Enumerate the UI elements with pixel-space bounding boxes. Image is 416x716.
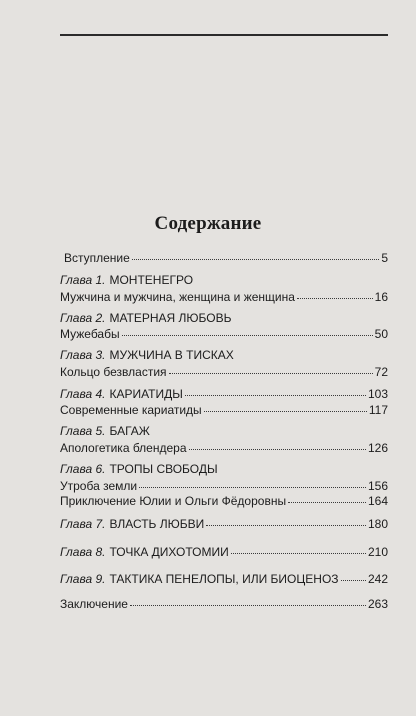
toc-entry[interactable] xyxy=(60,364,388,379)
leader-dots xyxy=(169,362,373,374)
toc-entry[interactable] xyxy=(60,326,388,341)
entry-title: ТОЧКА ДИХОТОМИИ xyxy=(109,545,229,559)
chapter-number: Глава 2. xyxy=(60,311,106,325)
page-number: 50 xyxy=(374,327,388,341)
page-number: 5 xyxy=(381,251,388,265)
chapter-number: Глава 3. xyxy=(60,348,106,362)
leader-dots xyxy=(297,287,373,299)
leader-dots xyxy=(132,248,380,260)
toc-entry[interactable] xyxy=(60,250,388,265)
chapter-number: Глава 4. xyxy=(60,387,106,401)
chapter-number: Глава 1. xyxy=(60,273,106,287)
toc-entry[interactable] xyxy=(60,462,388,477)
entry-title: МУЖЧИНА В ТИСКАХ xyxy=(109,348,234,362)
toc-entry[interactable] xyxy=(60,273,388,288)
leader-dots xyxy=(130,594,366,606)
toc-entry[interactable] xyxy=(60,440,388,455)
chapter-number: Глава 5. xyxy=(60,424,106,438)
toc-entry[interactable] xyxy=(60,348,388,363)
chapter-number: Глава 6. xyxy=(60,462,106,476)
toc-entry[interactable] xyxy=(60,289,388,304)
entry-title: БАГАЖ xyxy=(109,424,150,438)
toc-entry[interactable] xyxy=(60,596,388,611)
entry-title: Вступление xyxy=(64,251,130,265)
page-number: 180 xyxy=(367,517,388,531)
toc-entry[interactable] xyxy=(60,493,388,508)
page-number: 16 xyxy=(374,290,388,304)
toc-entry[interactable] xyxy=(60,516,388,531)
leader-dots xyxy=(231,542,366,554)
toc-entry[interactable] xyxy=(60,424,388,439)
chapter-number: Глава 9. xyxy=(60,572,106,586)
entry-title: МОНТЕНЕГРО xyxy=(109,273,194,287)
toc-entry[interactable] xyxy=(60,386,388,401)
leader-dots xyxy=(139,476,366,488)
page-title: Содержание xyxy=(154,213,262,234)
entry-title: Кольцо безвластия xyxy=(60,365,167,379)
chapter-number: Глава 7. xyxy=(60,517,106,531)
entry-title: Апологетика блендера xyxy=(60,441,187,455)
leader-dots xyxy=(206,514,366,526)
chapter-number: Глава 8. xyxy=(60,545,106,559)
page-number: 164 xyxy=(367,494,388,508)
page-number: 210 xyxy=(367,545,388,559)
page-number: 126 xyxy=(367,441,388,455)
entry-title: МАТЕРНАЯ ЛЮБОВЬ xyxy=(109,311,232,325)
page-number: 117 xyxy=(368,403,388,417)
leader-dots xyxy=(189,438,366,450)
leader-dots xyxy=(204,400,367,412)
toc-entry[interactable] xyxy=(60,544,388,559)
entry-title: Современные кариатиды xyxy=(60,403,202,417)
page-number: 72 xyxy=(374,365,388,379)
entry-title: ТРОПЫ СВОБОДЫ xyxy=(109,462,218,476)
toc-entry[interactable] xyxy=(60,402,388,417)
leader-dots xyxy=(288,491,366,503)
page-number: 103 xyxy=(367,387,388,401)
entry-title: Мужчина и мужчина, женщина и женщина xyxy=(60,290,295,304)
leader-dots xyxy=(341,569,366,581)
entry-title: Утроба земли xyxy=(60,479,138,493)
entry-title: Мужебабы xyxy=(60,327,120,341)
page-number: 263 xyxy=(367,597,388,611)
header-rule xyxy=(60,34,388,36)
leader-dots xyxy=(185,384,366,396)
entry-title: ВЛАСТЬ ЛЮБВИ xyxy=(109,517,205,531)
page-number: 242 xyxy=(367,572,388,586)
page-number: 156 xyxy=(367,479,388,493)
entry-title: Приключение Юлии и Ольги Фёдоровны xyxy=(60,494,287,508)
leader-dots xyxy=(122,324,373,336)
entry-title: КАРИАТИДЫ xyxy=(109,387,183,401)
toc-entry[interactable] xyxy=(60,571,388,586)
entry-title: Заключение xyxy=(60,597,128,611)
entry-title: ТАКТИКА ПЕНЕЛОПЫ, ИЛИ БИОЦЕНОЗ xyxy=(109,572,339,586)
